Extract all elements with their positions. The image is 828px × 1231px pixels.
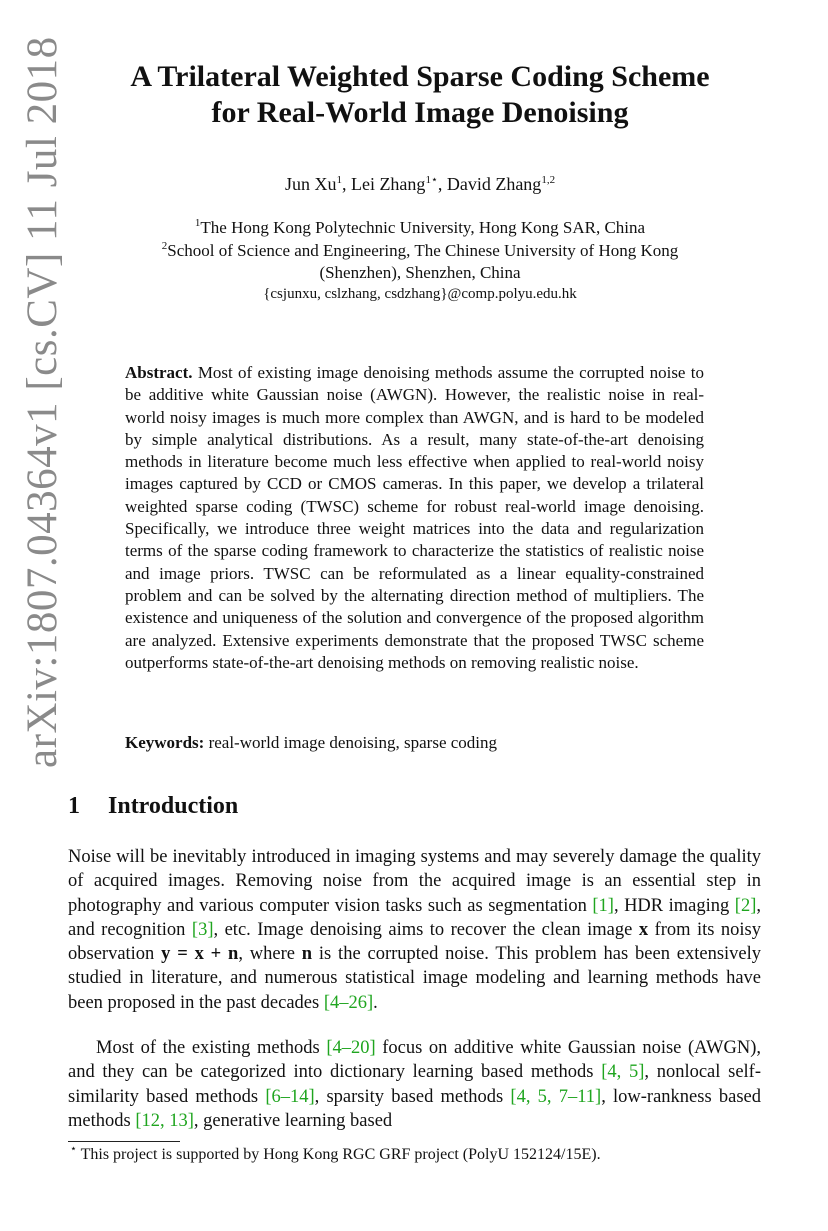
text-run: , generative learning based	[193, 1110, 393, 1131]
abstract-label: Abstract.	[125, 363, 193, 382]
author-affiliation-mark: 1,2	[541, 174, 556, 186]
arxiv-identifier-stamp: arXiv:1807.04364v1 [cs.CV] 11 Jul 2018	[19, 36, 66, 768]
abstract-text: Most of existing image denoising methods assume the corrupted noise to be additive white Gaussian noise (AWGN). However, the realistic noise in real-world noisy images is much more complex than AWGN, and is hard to be modeled by simple analytical distributions. As a result, many state-of-the-art denoising methods in literature become much less effective when applied to real-world noisy images captured by CCD or CMOS cameras. In this paper, we develop a trilateral weighted sparse coding (TWSC) scheme for robust real-world image denoising. Specifically, we introduce three weight matrices into the data and regularization terms of the sparse coding framework to characterize the statistics of realistic noise and image priors. TWSC can be reformulated as a linear equality-constrained problem and can be solved by the alternating direction method of multipliers. The existence and uniqueness of the solution and convergence of the proposed algorithm are analyzed. Extensive experiments demonstrate that the proposed TWSC scheme outperforms state-of-the-art denoising methods on removing realistic noise.	[125, 363, 704, 672]
footnote-text: This project is supported by Hong Kong RGC GRF project (PolyU 152124/15E).	[80, 1146, 601, 1163]
abstract	[125, 362, 704, 674]
text-run: Noise will be inevitably introduced in imaging systems and may severely damage the quality of acquired images. Removing noise from the acquired image is an essential step in photography and various computer vision tasks such as segmentation	[68, 847, 761, 916]
keywords-text: real-world image denoising, sparse coding	[208, 733, 498, 752]
affiliation-2	[6, 241, 828, 261]
citation-link[interactable]: [4–26]	[323, 992, 374, 1013]
section-number: 1	[68, 793, 80, 819]
footnote-mark: ⋆	[70, 1143, 77, 1155]
text-run: focus on additive white Gaussian noise (AWGN), and they can be categorized into dictionary learning based methods	[68, 1038, 761, 1083]
affiliation-1	[6, 218, 828, 238]
affiliation-2-continued: (Shenzhen), Shenzhen, China	[319, 263, 521, 282]
math-equation: y = x + n	[161, 944, 239, 965]
citation-link[interactable]: [3]	[191, 919, 214, 940]
footnote-rule	[68, 1141, 180, 1142]
citation-link[interactable]: [4–20]	[326, 1038, 376, 1058]
keywords-label: Keywords:	[125, 733, 205, 752]
affiliation-mark: 2	[161, 240, 168, 252]
intro-paragraph-1	[68, 845, 761, 1015]
author-name: Jun Xu	[284, 174, 337, 194]
text-run: .	[373, 992, 378, 1013]
text-run: Most of the existing methods	[96, 1038, 327, 1058]
citation-link[interactable]: [2]	[734, 895, 757, 916]
author-list: Jun Xu$^1$, Lei Zhang$^{1⋆}$, David Zhang$^{1,2}$	[284, 174, 556, 194]
text-run: , where	[238, 944, 302, 965]
citation-link[interactable]: [12, 13]	[135, 1110, 194, 1131]
text-run: , etc. Image denoising aims to recover the clean image	[213, 919, 639, 940]
citation-link[interactable]: [1]	[592, 895, 614, 916]
author-name: David Zhang	[446, 174, 542, 194]
paper-title-line-2: for Real-World Image Denoising	[211, 96, 629, 129]
affiliation-text: The Hong Kong Polytechnic University, Hong Kong SAR, China	[200, 218, 646, 237]
affiliation-mark: 1	[194, 217, 201, 229]
text-run: is the corrupted noise. This problem has been extensively studied in literature, and numerous statistical image modeling and learning methods have been proposed in the past decades	[68, 944, 762, 1013]
footnote	[70, 1143, 770, 1164]
author-emails: {csjunxu, cslzhang, csdzhang}@comp.polyu.edu.hk	[263, 286, 577, 302]
author-affiliation-mark: 1	[336, 174, 342, 186]
text-run: , low-rankness based methods	[68, 1086, 761, 1131]
text-run: , and recognition	[68, 895, 761, 940]
citation-link[interactable]: [4, 5]	[601, 1062, 645, 1083]
section-title: Introduction	[108, 793, 239, 819]
math-symbol: n	[301, 944, 313, 965]
citation-link[interactable]: [4, 5, 7–11]	[510, 1086, 602, 1107]
affiliation-text: School of Science and Engineering, The Chinese University of Hong Kong	[167, 241, 679, 260]
math-symbol: x	[638, 919, 649, 940]
intro-paragraph-2	[68, 1036, 761, 1133]
author-affiliation-mark: 1⋆	[425, 174, 438, 186]
author-name: Lei Zhang	[350, 174, 426, 194]
section-heading	[68, 793, 238, 820]
text-run: , sparsity based methods	[314, 1086, 511, 1107]
text-run: , nonlocal self-similarity based methods	[68, 1062, 761, 1107]
keywords	[125, 733, 725, 753]
text-run: from its noisy observation	[68, 919, 762, 965]
paper-title-line-1: A Trilateral Weighted Sparse Coding Scheme	[130, 60, 710, 93]
citation-link[interactable]: [6–14]	[265, 1086, 315, 1107]
text-run: , HDR imaging	[613, 895, 735, 916]
